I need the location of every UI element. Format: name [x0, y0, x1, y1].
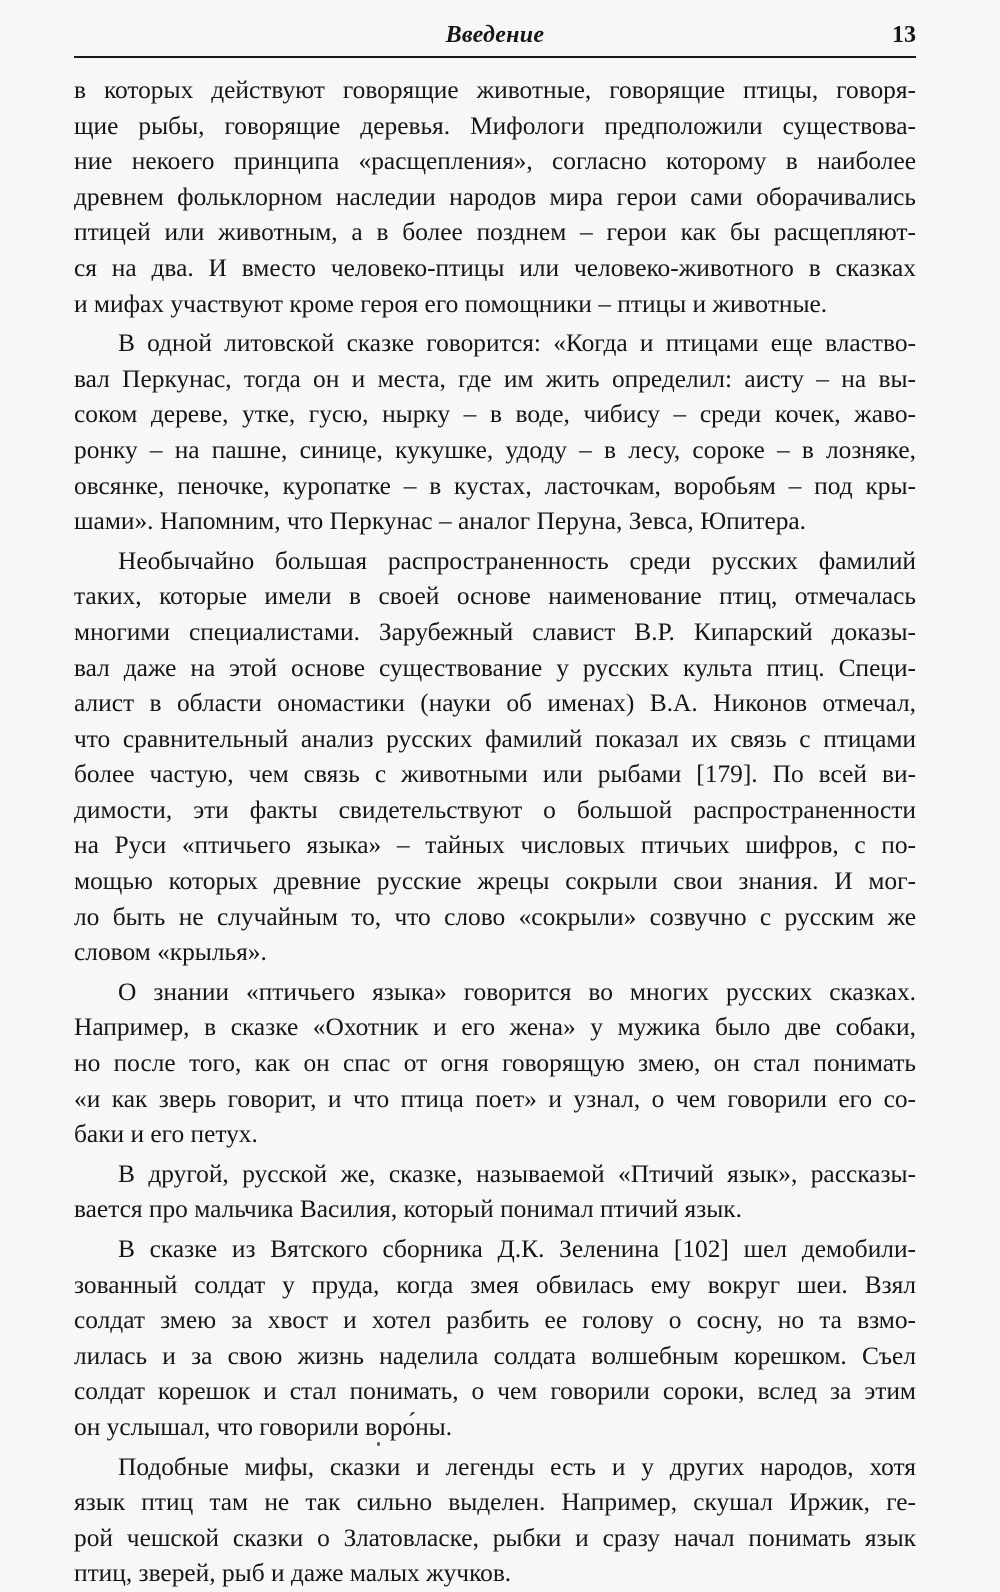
paragraph [74, 1157, 916, 1228]
text-line: вал Перкунас, тогда он и места, где им жить определил: аисту – на вы- [74, 364, 916, 393]
text-line: димости, эти факты свидетельствуют о большой распространенности [74, 795, 916, 824]
text-line: В одной литовской сказке говорится: «Когда и птицами еще властво- [118, 329, 916, 358]
text-line: но после того, как он спас от огня говорящую змею, он стал понимать [74, 1049, 916, 1078]
paragraph [74, 326, 916, 540]
text-line: шами». Напомним, что Перкунас – аналог Перуна, Зевса, Юпитера. [74, 507, 807, 536]
text-line: и мифах участвуют кроме героя его помощники – птицы и животные. [74, 289, 828, 318]
paragraph [74, 1232, 916, 1446]
print-speck [377, 1442, 380, 1446]
text-line: ло быть не случайным то, что слово «сокрыли» созвучно с русским же [74, 902, 916, 931]
text-line: древнем фольклорном наследии народов мира герои сами оборачивались [74, 182, 916, 211]
text-line: Необычайно большая распространенность среди русских фамилий [118, 546, 916, 575]
running-header [74, 18, 916, 58]
text-line: соком дереве, утке, гусю, нырку – в воде, чибису – среди кочек, жаво- [74, 400, 916, 429]
text-line: многими специалистами. Зарубежный славист В.Р. Кипарский доказы- [74, 617, 916, 646]
chapter-title: Введение [445, 22, 545, 48]
text-line: В другой, русской же, сказке, называемой «Птичий язык», рассказы- [118, 1159, 916, 1188]
text-line: «и как зверь говорит, и что птица поет» и узнал, о чем говорили его со- [74, 1084, 916, 1113]
text-line: словом «крылья». [74, 938, 267, 967]
text-line: алист в области ономастики (науки об именах) В.А. Никонов отмечал, [74, 689, 916, 718]
text-line: О знании «птичьего языка» говорится во многих русских сказках. [118, 977, 916, 1006]
text-line: зованный солдат у пруда, когда змея обвилась ему вокруг шеи. Взял [74, 1270, 916, 1299]
text-line: баки и его петух. [74, 1120, 258, 1149]
text-line: на Руси «птичьего языка» – тайных числовых птичьих шифров, с по- [74, 831, 916, 860]
paragraph [74, 73, 916, 322]
text-line: солдат змею за хвост и хотел разбить ее голову о сосну, но та взмо- [74, 1306, 916, 1335]
text-line: вается про мальчика Василия, который понимал птичий язык. [74, 1195, 742, 1224]
text-line: рой чешской сказки о Златовласке, рыбки и сразу начал понимать язык [74, 1523, 916, 1552]
text-line: лилась и за свою жизнь наделила солдата волшебным корешком. Съел [74, 1341, 916, 1370]
text-line: что сравнительный анализ русских фамилий показал их связь с птицами [74, 724, 916, 753]
paragraph [74, 1450, 916, 1592]
text-line: вал даже на этой основе существование у русских культа птиц. Специ- [74, 653, 916, 682]
paragraph [74, 544, 916, 971]
body-text [74, 73, 916, 1592]
text-line: птицей или животным, а в более позднем – герои как бы расщепляют- [74, 218, 916, 247]
text-line: мощью которых древние русские жрецы сокрыли свои знания. И мог- [74, 867, 916, 896]
text-line: Например, в сказке «Охотник и его жена» у мужика было две собаки, [74, 1013, 916, 1042]
text-line: солдат корешок и стал понимать, о чем говорили сороки, вслед за этим [74, 1377, 916, 1406]
text-line: таких, которые имели в своей основе наименование птиц, отмечалась [74, 582, 916, 611]
text-line: язык птиц там не так сильно выделен. Например, скушал Иржик, ге- [74, 1488, 916, 1517]
text-line: в которых действуют говорящие животные, говорящие птицы, говоря- [74, 76, 916, 104]
text-line: птиц, зверей, рыб и даже малых жучков. [74, 1559, 512, 1588]
text-line: более частую, чем связь с животными или рыбами [179]. По всей ви- [74, 760, 916, 789]
text-line: ние некоего принципа «расщепления», согласно которому в наиболее [74, 147, 916, 176]
text-line: овсянке, пеночке, куропатке – в кустах, ласточкам, воробьям – под кры- [74, 471, 916, 500]
text-line: В сказке из Вятского сборника Д.К. Зеленина [102] шел демобили- [118, 1235, 916, 1263]
paragraph [74, 975, 916, 1153]
text-line: щие рыбы, говорящие деревья. Мифологи предположили существова- [74, 111, 916, 140]
page-number: 13 [892, 22, 916, 48]
text-line: Подобные мифы, сказки и легенды есть и у других народов, хотя [118, 1452, 916, 1481]
text-line: он услышал, что говорили воро́ны. [74, 1412, 453, 1441]
text-line: ронку – на пашне, синице, кукушке, удоду – в лесу, сороке – в лозняке, [74, 435, 916, 464]
text-line: ся на два. И вместо человеко-птицы или человеко-животного в сказках [74, 253, 916, 282]
